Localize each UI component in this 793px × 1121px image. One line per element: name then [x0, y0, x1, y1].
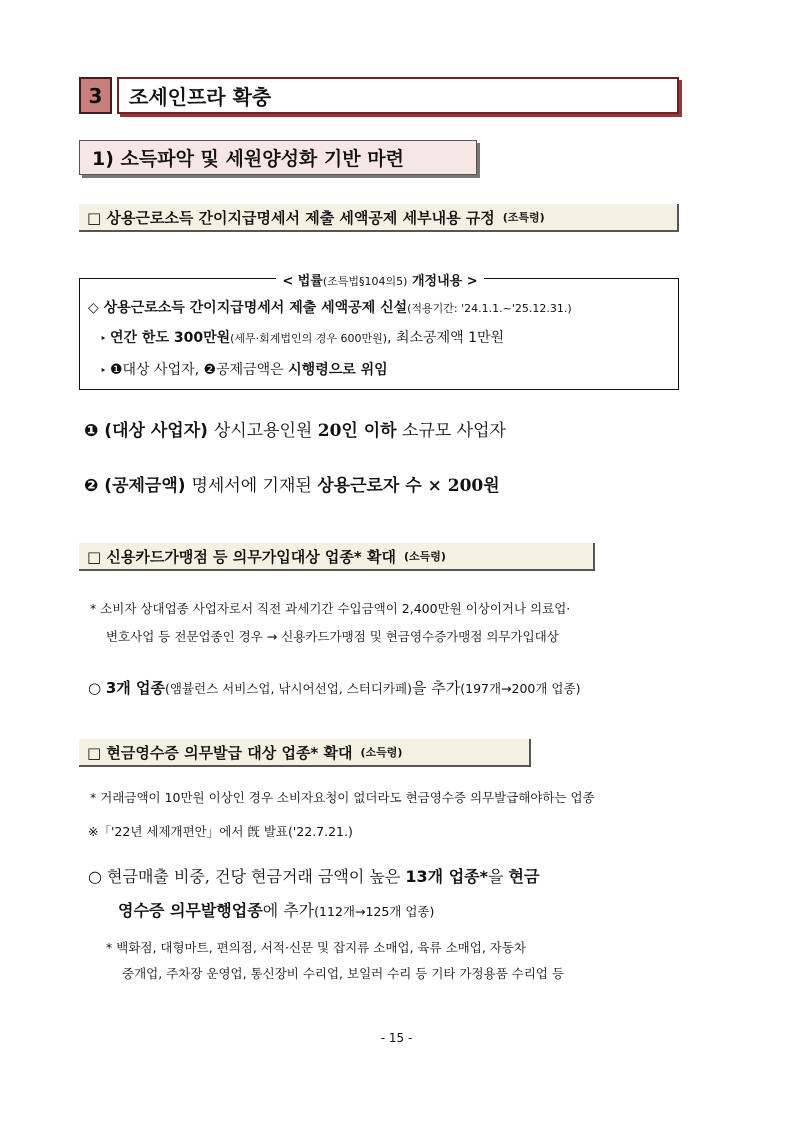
point-2: [84, 471, 500, 496]
item3-heading-text: □ 현금영수증 의무발급 대상 업종* 확대: [87, 743, 353, 762]
law-amendment-box: [79, 274, 679, 390]
item3-foot-line1: * 백화점, 대형마트, 편의점, 서적·신문 및 잡지류 소매업, 육류 소매업, 자동차: [106, 940, 527, 955]
point-1-text: 상시고용인원: [213, 421, 318, 441]
item3-bullet-line1: [88, 864, 539, 887]
chapter-number: 3: [79, 77, 112, 114]
law-line-2-small: (세무·회계법인의 경우 600만원): [230, 332, 388, 345]
item3-heading: [79, 739, 531, 767]
circle-bullet-icon: ○: [88, 679, 106, 697]
item3-line2-bold: 영수증 의무발행업종: [118, 901, 263, 920]
point-1: [84, 416, 506, 441]
item3-foot-line2: 중개업, 주차장 운영업, 통신장비 수리업, 보일러 수리 등 기타 가정용품 수리업 등: [122, 966, 565, 981]
item3-note2: ※「'22년 세제개편안」에서 旣 발표('22.7.21.): [88, 824, 353, 839]
item3-line2-text: 에 추가: [262, 901, 315, 920]
item3-bullet-line2: [118, 898, 434, 921]
item2-bullet-count: (197개→200개 업종): [460, 681, 581, 696]
item2-heading-tag: (소득령): [403, 550, 446, 563]
law-title-ref: (조특법§104의5): [322, 275, 408, 288]
page-number: - 15 -: [380, 1031, 413, 1045]
law-title-bold2: 개정내용 >: [407, 274, 478, 289]
item3-line2-count: (112개→125개 업종): [314, 904, 435, 919]
point-2-text: 명세서에 기재된: [191, 476, 318, 496]
point-1-rest: 소규모 사업자: [396, 421, 506, 441]
law-title-bold: < 법률: [282, 274, 323, 289]
law-line-2-rest: , 최소공제액 1만원: [387, 330, 505, 346]
point-2-head: ❷ (공제금액): [84, 476, 192, 496]
law-line-3-bold: 시행령으로 위임: [288, 362, 388, 378]
item1-heading-tag: (조특령): [502, 211, 545, 224]
item3-bullet-text2: 을: [487, 867, 509, 886]
point-1-bold: 20인 이하: [317, 421, 397, 441]
circle-bullet-icon: ○: [88, 867, 108, 886]
item3-bullet-bold2: 현금: [508, 867, 540, 886]
item2-note-line2: 변호사업 등 전문업종인 경우 → 신용카드가맹점 및 현금영수증가맹점 의무가입대상: [106, 629, 559, 644]
item2-bullet-mid: 을 추가: [411, 679, 461, 697]
item2-bullet-small: (앰뷸런스 서비스업, 낚시어선업, 스터디카페): [165, 681, 412, 696]
item1-heading: [79, 204, 679, 232]
law-line-1-period: (적용기간: '24.1.1.~'25.12.31.): [407, 302, 572, 315]
law-box-title: [80, 270, 680, 289]
law-line-1-main: ◇ 상용근로소득 간이지급명세서 제출 세액공제 신설: [88, 300, 408, 316]
arrow-icon: ‣: [100, 364, 110, 377]
law-line-1: [88, 297, 572, 317]
item2-heading-text: □ 신용카드가맹점 등 의무가입대상 업종* 확대: [87, 547, 396, 566]
chapter-title: 조세인프라 확충: [117, 77, 679, 114]
arrow-icon: ‣: [100, 332, 110, 345]
item1-heading-text: □ 상용근로소득 간이지급명세서 제출 세액공제 세부내용 규정: [87, 208, 495, 227]
item2-bullet: [88, 677, 580, 698]
point-2-bold: 상용근로자 수 × 200원: [317, 476, 500, 496]
item3-heading-tag: (소득령): [360, 746, 403, 759]
law-line-3-text: ❶대상 사업자, ❷공제금액은: [110, 362, 289, 378]
item2-bullet-bold: 3개 업종: [105, 679, 165, 697]
law-line-2-bold: 연간 한도 300만원: [110, 330, 231, 346]
item3-bullet-bold: 13개 업종*: [405, 867, 488, 886]
law-line-3: [100, 359, 388, 379]
section-title: 1) 소득파악 및 세원양성화 기반 마련: [79, 140, 477, 175]
item2-note-line1: * 소비자 상대업종 사업자로서 직전 과세기간 수입금액이 2,400만원 이상이거나 의료업·: [90, 601, 571, 616]
law-line-2: [100, 327, 504, 347]
item3-note1: * 거래금액이 10만원 이상인 경우 소비자요청이 없더라도 현금영수증 의무발급해야하는 업종: [90, 790, 595, 805]
item3-bullet-text: 현금매출 비중, 건당 현금거래 금액이 높은: [107, 867, 406, 886]
item2-heading: [79, 543, 595, 571]
point-1-head: ❶ (대상 사업자): [84, 421, 214, 441]
